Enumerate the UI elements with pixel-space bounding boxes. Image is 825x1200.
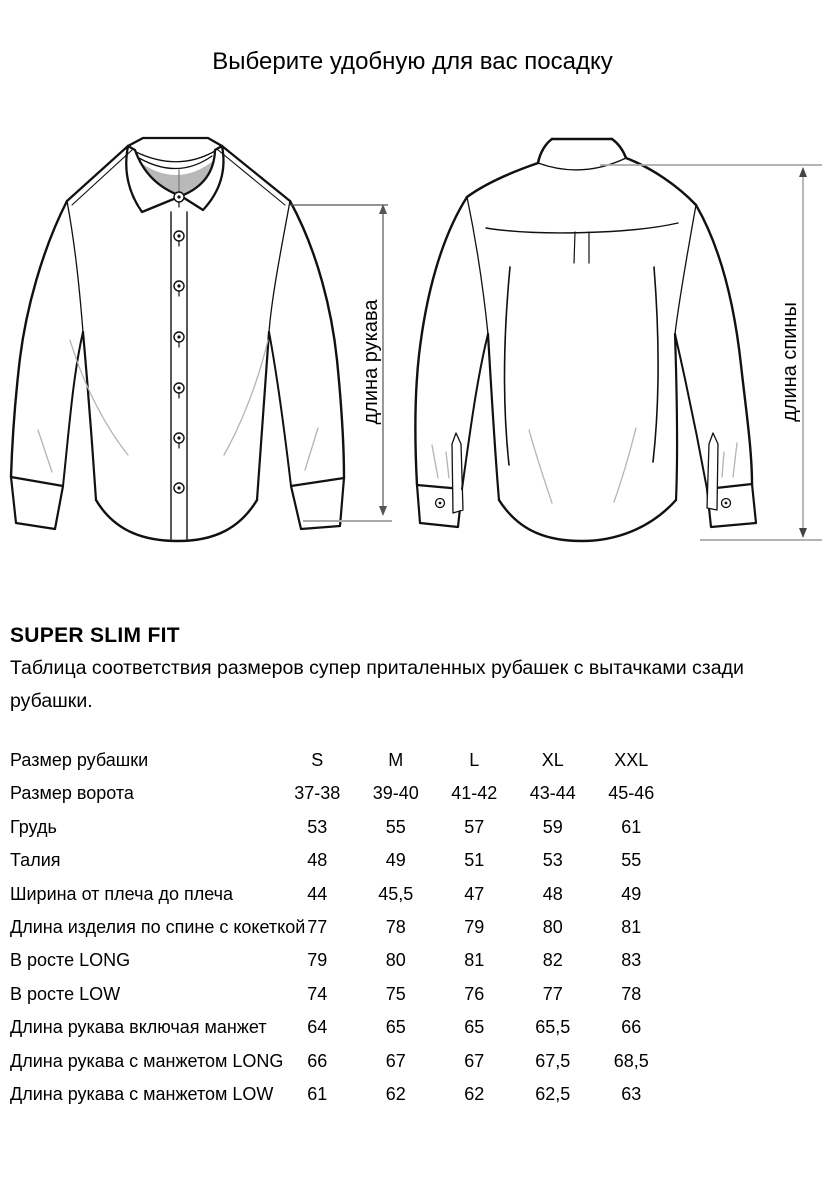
cell-value: 79	[464, 916, 485, 937]
cell-value: 49	[385, 850, 406, 871]
front-shirt-drawing	[11, 138, 344, 541]
row-label: Длина рукава с манжетом LONG	[10, 1050, 284, 1071]
cell-value: 63	[621, 1083, 642, 1104]
cell-value: XXL	[614, 750, 649, 770]
row-label: Длина рукава с манжетом LOW	[10, 1083, 274, 1104]
front-buttons	[174, 192, 184, 493]
cell-value: S	[311, 750, 324, 770]
cell-value: 37-38	[294, 783, 341, 804]
cell-value: 80	[542, 916, 563, 937]
row-label: Ширина от плеча до плеча	[10, 883, 234, 904]
cell-value: 77	[542, 983, 563, 1004]
cell-value: 62	[464, 1083, 485, 1104]
cell-value: 67	[385, 1050, 406, 1071]
cell-value: 76	[464, 983, 485, 1004]
cell-value: 67	[464, 1050, 485, 1071]
cell-value: 48	[542, 883, 563, 904]
cell-value: 64	[307, 1017, 328, 1038]
cell-value: 74	[307, 983, 328, 1004]
cell-value: 62,5	[535, 1083, 571, 1104]
cell-value: 53	[307, 816, 328, 837]
cell-value: 44	[307, 883, 328, 904]
cell-value: L	[469, 750, 480, 770]
sleeve-length-label: длина рукава	[360, 299, 382, 425]
cell-value: 65	[464, 1017, 485, 1038]
cell-value: 48	[307, 850, 328, 871]
cell-value: 61	[621, 816, 642, 837]
back-length-arrow	[600, 165, 822, 540]
cell-value: 65	[385, 1017, 406, 1038]
cell-value: 59	[542, 816, 563, 837]
row-label: Длина изделия по спине с кокеткой	[10, 916, 306, 937]
cell-value: 79	[307, 950, 328, 971]
cell-value: 78	[385, 916, 406, 937]
row-label: В росте LONG	[10, 950, 131, 971]
row-label: Размер ворота	[10, 783, 134, 804]
cell-value: 51	[464, 850, 485, 871]
cell-value: 57	[464, 816, 485, 837]
row-label: Размер рубашки	[10, 750, 149, 770]
cell-value: 61	[307, 1083, 328, 1104]
cell-value: 41-42	[451, 783, 498, 804]
cell-value: 81	[464, 950, 485, 971]
row-label: Талия	[10, 850, 61, 871]
cell-value: 67,5	[535, 1050, 571, 1071]
fit-description: Таблица соответствия размеров супер приталенных рубашек с вытачками сзади рубашки.	[10, 657, 744, 712]
back-shirt-drawing	[415, 139, 756, 541]
cell-value: 47	[464, 883, 485, 904]
cell-value: 66	[307, 1050, 328, 1071]
cell-value: 82	[542, 950, 563, 971]
cell-value: 77	[307, 916, 328, 937]
cell-value: 78	[621, 983, 642, 1004]
cell-value: 83	[621, 950, 642, 971]
cell-value: 55	[621, 850, 642, 871]
cell-value: 68,5	[613, 1050, 649, 1071]
cell-value: 55	[385, 816, 406, 837]
cell-value: 53	[542, 850, 563, 871]
cell-value: 45,5	[378, 883, 414, 904]
cell-value: 62	[385, 1083, 406, 1104]
row-label: Грудь	[10, 816, 57, 837]
row-label: Длина рукава включая манжет	[10, 1017, 267, 1038]
cell-value: 39-40	[372, 783, 419, 804]
cell-value: 75	[385, 983, 406, 1004]
page-title: Выберите удобную для вас посадку	[212, 48, 613, 75]
size-table	[10, 744, 672, 1111]
cell-value: M	[388, 750, 404, 770]
back-length-label: длина спины	[779, 302, 801, 422]
row-label: В росте LOW	[10, 983, 121, 1004]
cell-value: XL	[541, 750, 564, 770]
cell-value: 66	[621, 1017, 642, 1038]
sleeve-length-arrow	[290, 204, 392, 521]
cell-value: 49	[621, 883, 642, 904]
cell-value: 45-46	[608, 783, 655, 804]
cell-value: 81	[621, 916, 642, 937]
cell-value: 80	[385, 950, 406, 971]
cell-value: 43-44	[529, 783, 576, 804]
cell-value: 65,5	[535, 1017, 571, 1038]
fit-heading: SUPER SLIM FIT	[10, 624, 180, 647]
